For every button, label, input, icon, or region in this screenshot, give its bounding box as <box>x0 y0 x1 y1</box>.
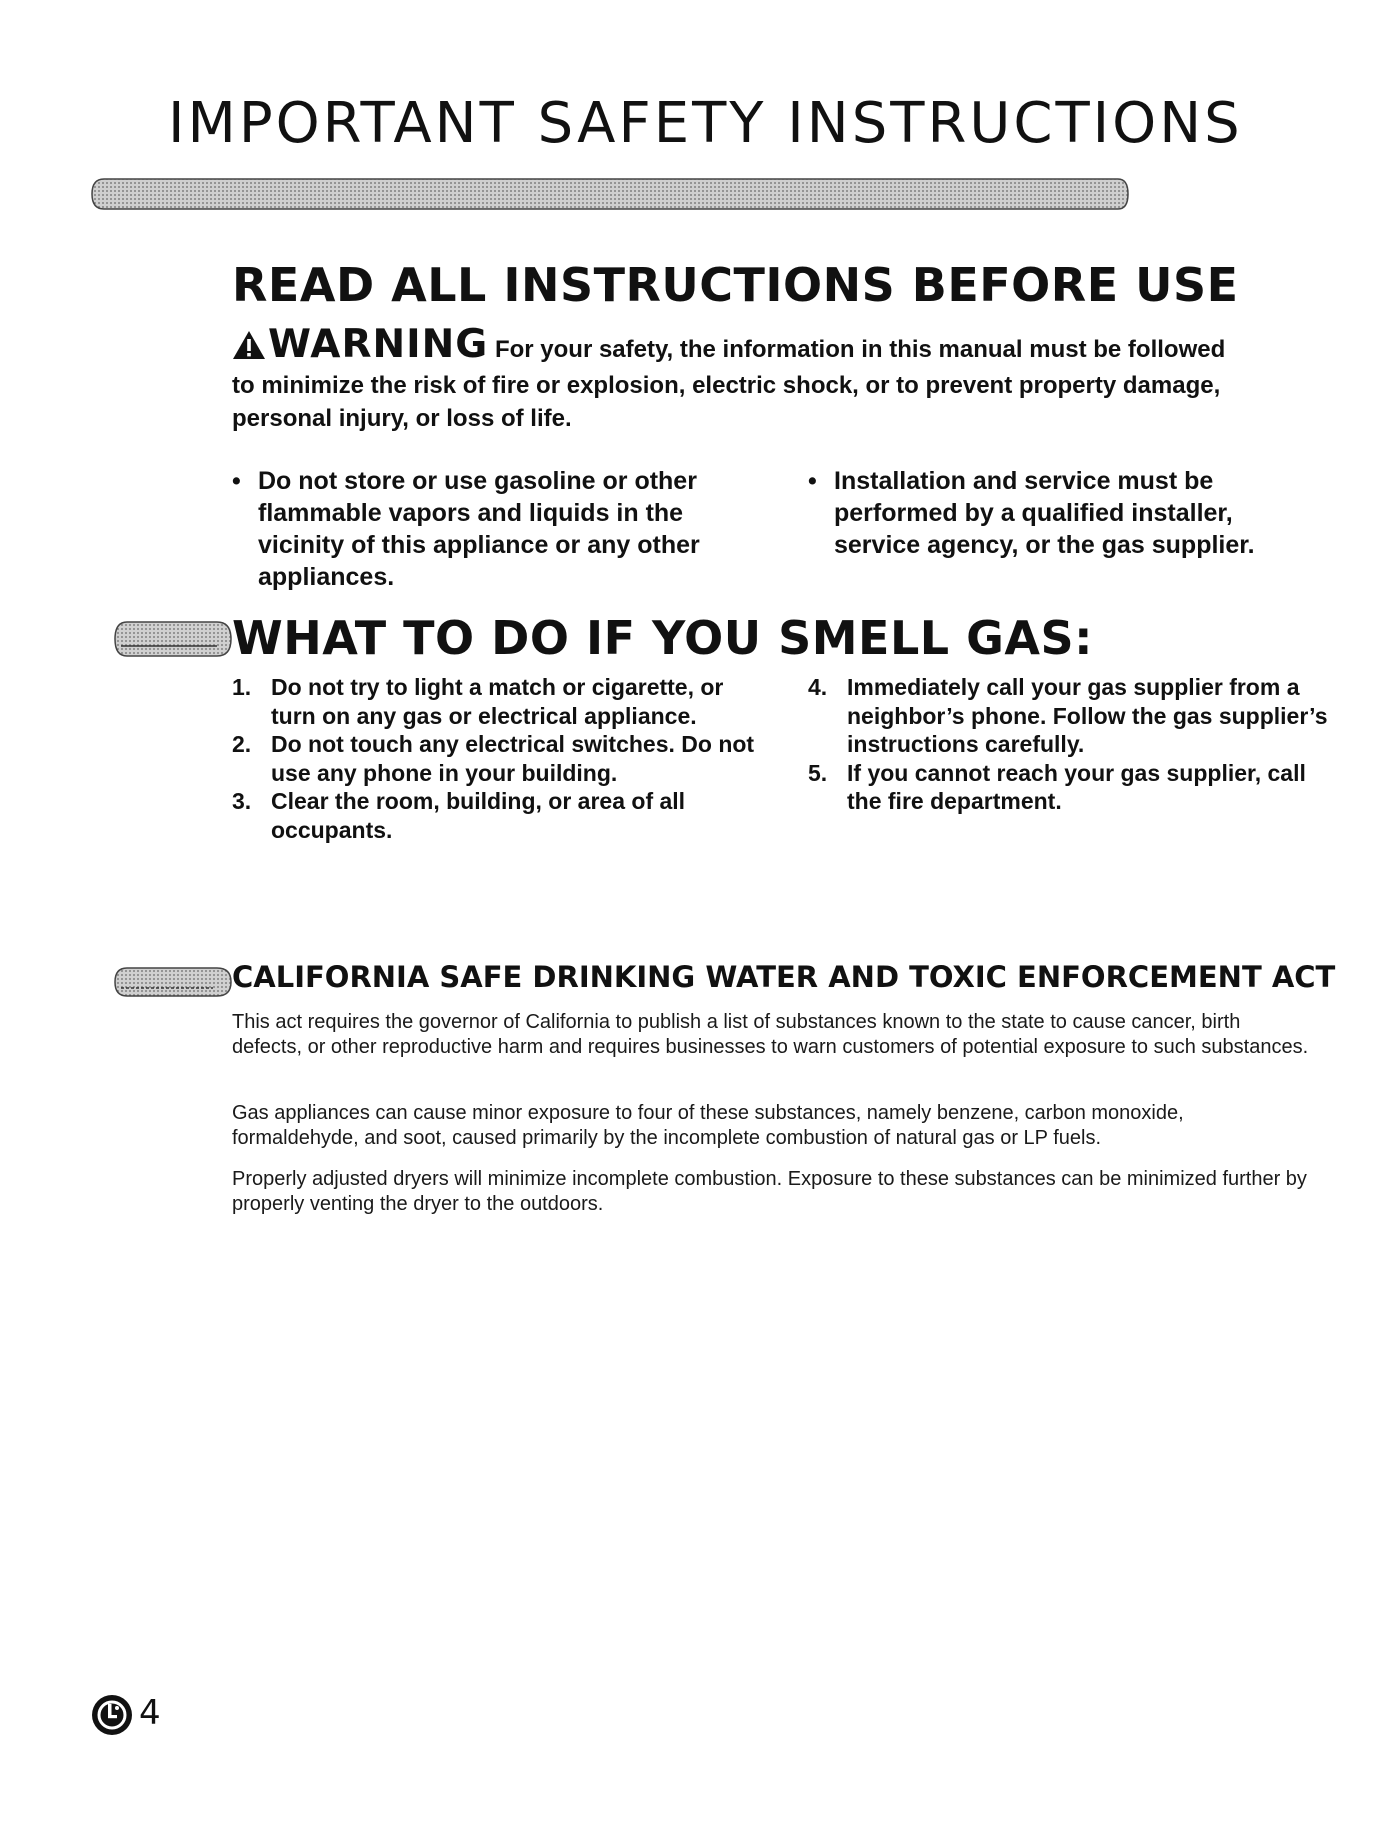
step-text: Immediately call your gas supplier from a neighbor’s phone. Follow the gas supplier’s instructions carefully. <box>847 674 1328 757</box>
bullet-left-text: Do not store or use gasoline or other flammable vapors and liquids in the vicinity of this appliance or any other appliances. <box>258 467 700 591</box>
california-paragraph: Gas appliances can cause minor exposure to four of these substances, namely benzene, carbon monoxide, formaldehyde, and soot, caused primarily by the incomplete combustion of natural gas or LP fuels. <box>232 1102 1184 1149</box>
page-title: IMPORTANT SAFETY INSTRUCTIONS <box>168 91 1243 156</box>
bullet-glyph: • <box>808 467 817 495</box>
step-item <box>232 787 772 844</box>
california-paragraph: Properly adjusted dryers will minimize incomplete combustion. Exposure to these substances can be minimized further by properly venting the dryer to the outdoors. <box>232 1168 1307 1215</box>
step-item <box>808 673 1328 759</box>
step-text: Clear the room, building, or area of all occupants. <box>271 788 686 843</box>
bullet-left <box>232 465 752 593</box>
step-number: 1. <box>232 674 252 700</box>
step-item <box>808 759 1328 816</box>
bullet-right <box>808 465 1308 561</box>
step-text: If you cannot reach your gas supplier, call the fire department. <box>847 759 1306 814</box>
step-number: 2. <box>232 731 252 757</box>
california-act-heading: CALIFORNIA SAFE DRINKING WATER AND TOXIC ENFORCEMENT ACT <box>232 960 1336 994</box>
step-text: Do not touch any electrical switches. Do not use any phone in your building. <box>271 731 755 786</box>
step-number: 3. <box>232 788 252 814</box>
section-tab-icon <box>113 966 233 998</box>
title-banner <box>90 178 1130 210</box>
read-instructions-heading: READ ALL INSTRUCTIONS BEFORE USE <box>232 258 1239 312</box>
section-tab-icon <box>113 620 233 658</box>
bullet-glyph: • <box>232 467 241 495</box>
california-paragraph: This act requires the governor of California to publish a list of substances known to the state to cause cancer, birth defects, or other reproductive harm and requires businesses to warn customers of potential exposure to such substances. <box>232 1011 1309 1058</box>
smell-gas-heading: WHAT TO DO IF YOU SMELL GAS: <box>232 611 1094 665</box>
bullet-right-text: Installation and service must be performed by a qualified installer, service agency, or the gas supplier. <box>834 467 1255 559</box>
step-item <box>232 730 772 787</box>
step-item <box>232 673 772 730</box>
step-text: Do not try to light a match or cigarette, or turn on any gas or electrical appliance. <box>271 674 724 729</box>
steps-right-column <box>808 673 1328 816</box>
lg-logo-icon <box>91 1694 133 1736</box>
warning-triangle-icon <box>232 330 266 369</box>
warning-text: For your safety, the information in this manual must be followed to minimize the risk of fire or explosion, electric shock, or to prevent property damage, personal injury, or loss of life. <box>232 336 1226 432</box>
warning-label: WARNING <box>268 322 489 367</box>
step-number: 4. <box>808 674 828 700</box>
page-number: 4 <box>139 1693 161 1733</box>
steps-left-column <box>232 673 772 844</box>
warning-block <box>232 322 1232 435</box>
step-number: 5. <box>808 759 828 786</box>
